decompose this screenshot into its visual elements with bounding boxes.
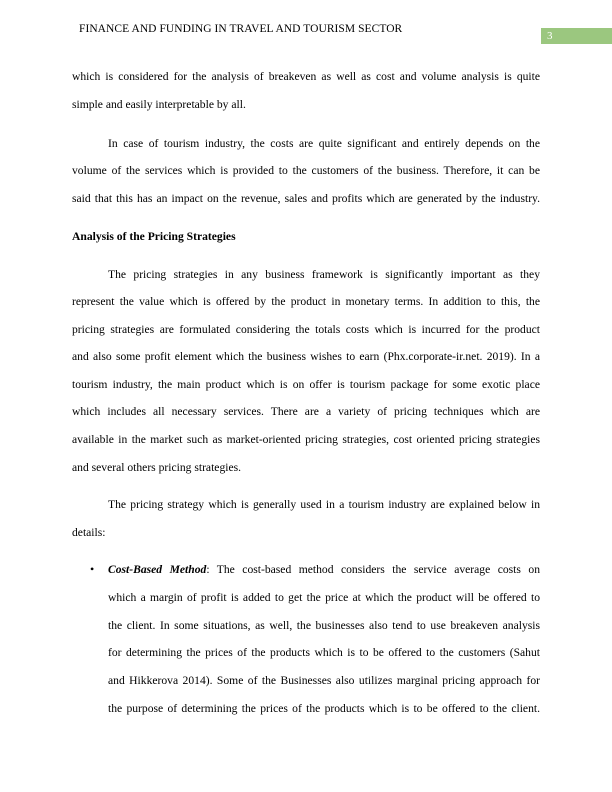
text-line: and several others pricing strategies. bbox=[72, 461, 242, 474]
bullet-icon: • bbox=[90, 562, 95, 576]
text-line: The pricing strategy which is generally used in a tourism industry are explained below in bbox=[108, 498, 540, 511]
section-heading: Analysis of the Pricing Strategies bbox=[72, 230, 236, 243]
bullet-term: Cost-Based Method bbox=[108, 563, 207, 576]
text-line: available in the market such as market-oriented pricing strategies, cost oriented pricing strategies bbox=[72, 433, 540, 446]
text-line: The pricing strategies in any business framework is significantly important as they bbox=[108, 268, 540, 281]
bullet-first-line bbox=[108, 563, 540, 577]
text-line: In case of tourism industry, the costs are quite significant and entirely depends on the bbox=[108, 137, 540, 150]
text-line: the purpose of determining the prices of the products which is to be offered to the client. bbox=[108, 702, 540, 715]
text-line: which is considered for the analysis of breakeven as well as cost and volume analysis is quite bbox=[72, 70, 540, 83]
text-line: pricing strategies are formulated considering the totals costs which is incurred for the product bbox=[72, 323, 540, 336]
bullet-text: : The cost-based method considers the service average costs on bbox=[206, 563, 540, 576]
text-line: details: bbox=[72, 526, 106, 539]
text-line: simple and easily interpretable by all. bbox=[72, 98, 246, 111]
text-line: represent the value which is offered by the product in monetary terms. In addition to this, the bbox=[72, 295, 540, 308]
page-number: 3 bbox=[541, 28, 612, 44]
text-line: volume of the services which is provided to the customers of the business. Therefore, it can be bbox=[72, 164, 540, 177]
text-line: which a margin of profit is added to get the price at which the product will be offered to bbox=[108, 591, 540, 604]
text-line: said that this has an impact on the revenue, sales and profits which are generated by the industry. bbox=[72, 192, 540, 205]
text-line: which includes all necessary services. There are a variety of pricing techniques which are bbox=[72, 405, 540, 418]
text-line: the client. In some situations, as well, the businesses also tend to use breakeven analysis bbox=[108, 619, 540, 632]
text-line: for determining the prices of the products which is to be offered to the customers (Sahut bbox=[108, 646, 540, 659]
text-line: and also some profit element which the business wishes to earn (Phx.corporate-ir.net. 2019). In a bbox=[72, 350, 540, 363]
text-line: tourism industry, the main product which is on offer is tourism package for some exotic place bbox=[72, 378, 540, 391]
text-line: and Hikkerova 2014). Some of the Businesses also utilizes marginal pricing approach for bbox=[108, 674, 540, 687]
running-header: FINANCE AND FUNDING IN TRAVEL AND TOURISM SECTOR bbox=[79, 23, 403, 35]
